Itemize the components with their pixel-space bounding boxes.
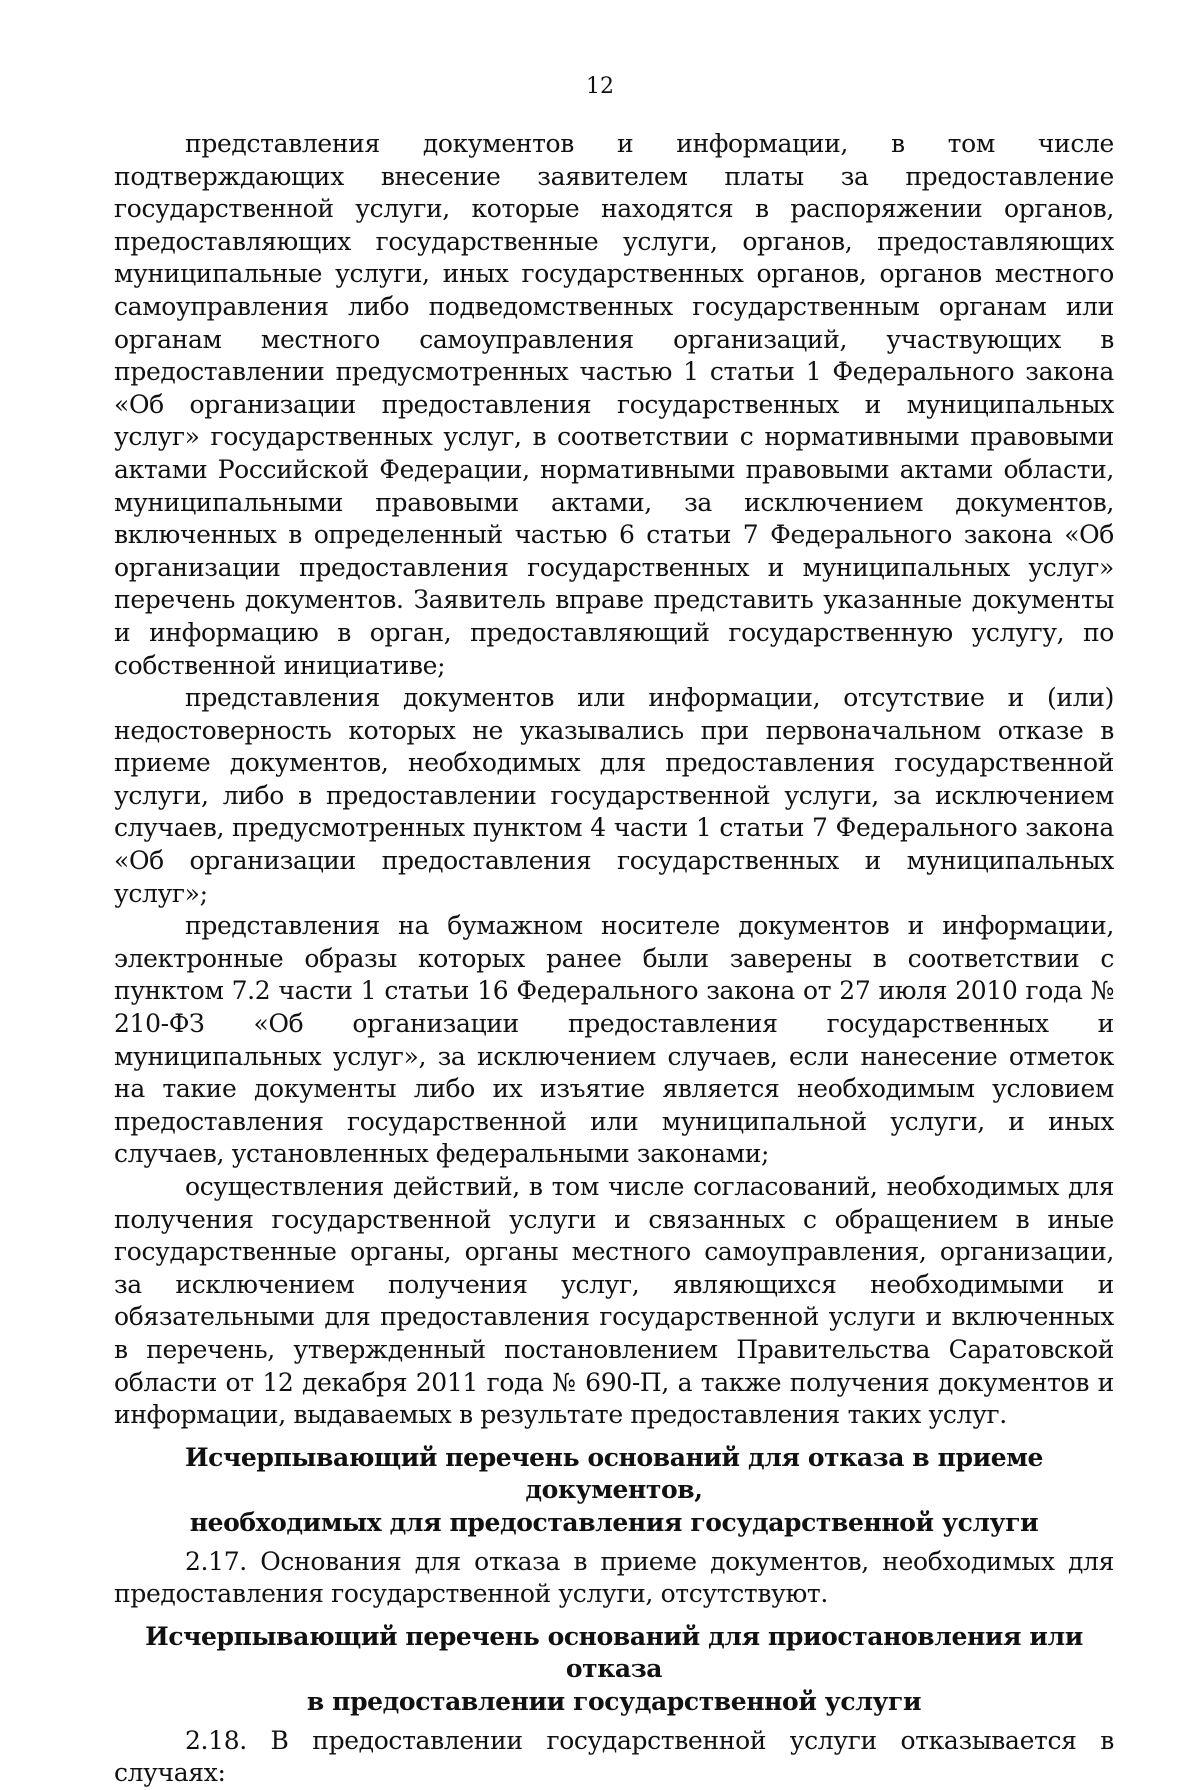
- page-number: 12: [586, 74, 614, 99]
- paragraph-2-18: 2.18. В предоставлении государственной услуги отказывается в случаях:: [114, 1725, 1114, 1788]
- section-heading-refusal-documents: [114, 1442, 1114, 1540]
- section-heading-line: в предоставлении государственной услуги: [306, 1686, 922, 1716]
- paragraph-2-17: 2.17. Основания для отказа в приеме документов, необходимых для предоставления государственной услуги, отсутствуют.: [114, 1546, 1114, 1609]
- section-heading-suspension-refusal: [114, 1621, 1114, 1719]
- paragraph-paper-documents: представления на бумажном носителе документов и информации, электронные образы которых ранее были заверены в соответствии с пунктом 7.2 части 1 статьи 16 Федерального закона от 27 июля 2010 года № 210-ФЗ «Об организации предоставления государственных и муниципальных услуг», за исключением случаев, если нанесение отметок на такие документы либо их изъятие является необходимым условием предоставления государственной или муниципальной услуги, и иных случаев, установленных федеральными законами;: [114, 911, 1114, 1169]
- paragraph-documents-information: представления документов и информации, в том числе подтверждающих внесение заявителем платы за предоставление государственной услуги, которые находятся в распоряжении органов, предоставляющих государственные услуги, органов, предоставляющих муниципальные услуги, иных государственных органов, органов местного самоуправления либо подведомственных государственным органам или органам местного самоуправления организаций, участвующих в предоставлении предусмотренных частью 1 статьи 1 Федерального закона «Об организации предоставления государственных и муниципальных услуг» государственных услуг, в соответствии с нормативными правовыми актами Российской Федерации, нормативными правовыми актами области, муниципальными правовыми актами, за исключением документов, включенных в определенный частью 6 статьи 7 Федерального закона «Об организации предоставления государственных и муниципальных услуг» перечень документов. Заявитель вправе представить указанные документы и информацию в орган, предоставляющий государственную услугу, по собственной инициативе;: [114, 129, 1114, 680]
- section-heading-line: необходимых для предоставления государственной услуги: [189, 1507, 1039, 1537]
- section-heading-line: Исчерпывающий перечень оснований для отказа в приеме документов,: [184, 1442, 1044, 1505]
- paragraph-actions-approvals: осуществления действий, в том числе согласований, необходимых для получения государственной услуги и связанных с обращением в иные государственные органы, органы местного самоуправления, организации, за исключением получения услуг, являющихся необходимыми и обязательными для предоставления государственной услуги и включенных в перечень, утвержденный постановлением Правительства Саратовской области от 12 декабря 2011 года № 690-П, а также получения документов и информации, выдаваемых в результате предоставления таких услуг.: [114, 1172, 1114, 1430]
- paragraph-documents-unreliability: представления документов или информации, отсутствие и (или) недостоверность которых не указывались при первоначальном отказе в приеме документов, необходимых для предоставления государственной услуги, либо в предоставлении государственной услуги, за исключением случаев, предусмотренных пунктом 4 части 1 статьи 7 Федерального закона «Об организации предоставления государственных и муниципальных услуг»;: [114, 683, 1114, 908]
- page-content: [114, 128, 1114, 1790]
- section-heading-line: Исчерпывающий перечень оснований для приостановления или отказа: [145, 1621, 1083, 1684]
